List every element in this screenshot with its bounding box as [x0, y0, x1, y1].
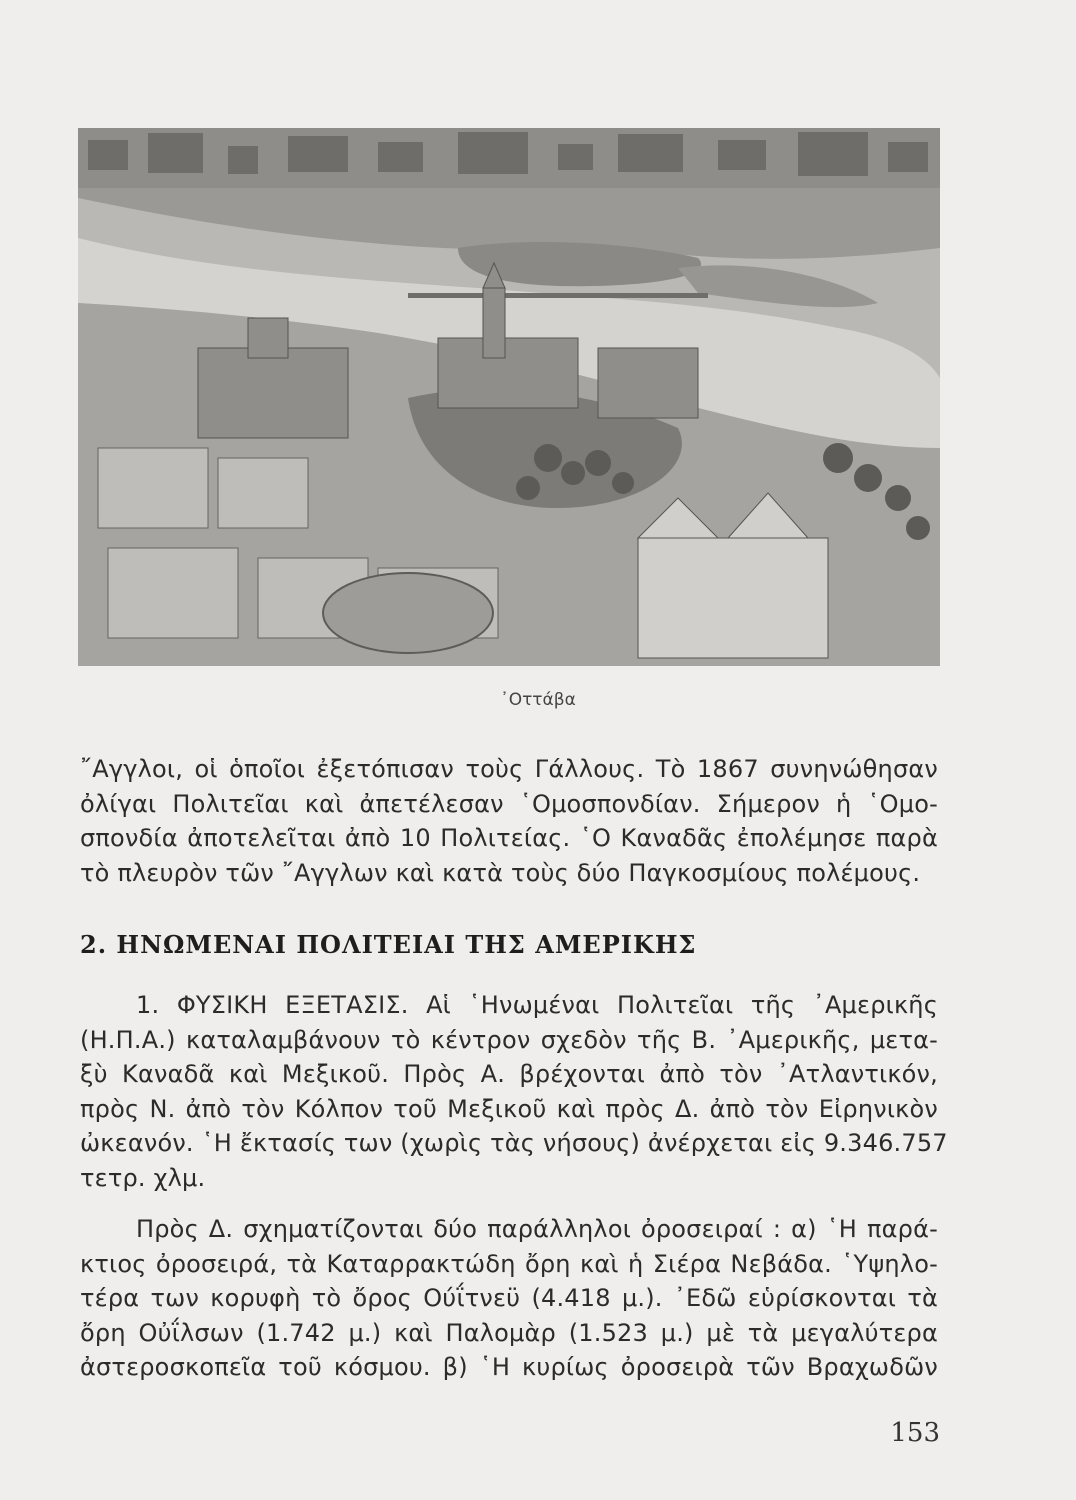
text-line: Πρὸς Δ. σχηματίζονται δύο παράλληλοι ὀροσειραί : α) ῾Η παρά-	[136, 1215, 938, 1243]
text-line: ξὺ Καναδᾶ καὶ Μεξικοῦ. Πρὸς Α. βρέχονται ἀπὸ τὸν ᾿Ατλαντικόν,	[80, 1060, 938, 1088]
text-line: (Η.Π.Α.) καταλαμβάνουν τὸ κέντρον σχεδὸν τῆς Β. ᾿Αμερικῆς, μετα-	[80, 1025, 938, 1054]
paragraph-physical-examination	[80, 988, 948, 1195]
text-line: τετρ. χλμ.	[80, 1163, 206, 1192]
text-line: ὀλίγαι Πολιτεῖαι καὶ ἀπετέλεσαν ῾Ομοσπονδίαν. Σήμερον ἡ ῾Ομο-	[80, 789, 938, 818]
text-line: ὠκεανόν. ῾Η ἔκτασίς των (χωρὶς τὰς νήσους) ἀνέρχεται εἰς 9.346.757	[80, 1129, 948, 1157]
text-line: ῎Αγγλοι, οἱ ὁποῖοι ἐξετόπισαν τοὺς Γάλλους. Τὸ 1867 συνηνώθησαν	[80, 755, 938, 783]
section-heading: 2. ΗΝΩΜΕΝΑΙ ΠΟΛΙΤΕΙΑΙ ΤΗΣ ΑΜΕΡΙΚΗΣ	[80, 930, 697, 959]
photo-caption: ᾿Οττάβα	[500, 690, 576, 710]
text-line: 1. ΦΥΣΙΚΗ ΕΞΕΤΑΣΙΣ. Αἱ ῾Ηνωμέναι Πολιτεῖαι τῆς ᾿Αμερικῆς	[136, 991, 938, 1019]
text-line: πρὸς Ν. ἀπὸ τὸν Κόλπον τοῦ Μεξικοῦ καὶ πρὸς Δ. ἀπὸ τὸν Εἰρηνικὸν	[80, 1094, 938, 1123]
aerial-city-illustration	[78, 128, 940, 666]
text-line: ἀστεροσκοπεῖα τοῦ κόσμου. β) ῾Η κυρίως ὀροσειρὰ τῶν Βραχωδῶν	[80, 1353, 938, 1381]
paragraph-mountains	[80, 1212, 938, 1385]
text-line: τὸ πλευρὸν τῶν ῎Αγγλων καὶ κατὰ τοὺς δύο Παγκοσμίους πολέμους.	[80, 858, 921, 887]
paragraph-intro	[80, 752, 938, 890]
ottawa-aerial-photo	[78, 128, 940, 666]
text-line: τέρα των κορυφὴ τὸ ὄρος Ούΐτνεϋ (4.418 μ.). ᾿Εδῶ εὑρίσκονται τὰ	[80, 1284, 938, 1312]
page-number: 153	[890, 1418, 940, 1448]
text-line: ὄρη Οὐΐλσων (1.742 μ.) καὶ Παλομὰρ (1.523 μ.) μὲ τὰ μεγαλύτερα	[80, 1318, 938, 1347]
text-line: κτιος ὀροσειρά, τὰ Καταρρακτώδη ὄρη καὶ ἡ Σιέρα Νεβάδα. ῾Υψηλο-	[80, 1249, 938, 1278]
text-line: σπονδία ἀποτελεῖται ἀπὸ 10 Πολιτείας. ῾Ο Καναδᾶς ἐπολέμησε παρὰ	[80, 824, 938, 852]
